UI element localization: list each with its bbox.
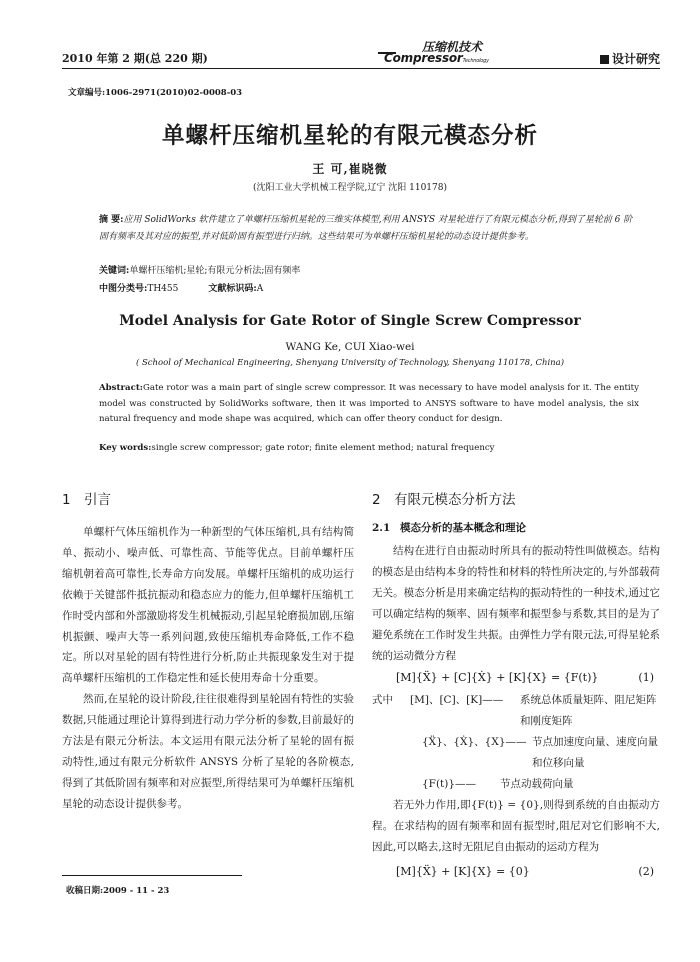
section-2-paragraph-2: 若无外力作用,即{F(t)} = {0},则得到系统的自由振动方程。在求结构的固有频率和固有振型时,阻尼对它们影响不大,因此,可以略去,这时无阻尼自由振动的运动方程为 (372, 799, 660, 854)
def-load-desc: 节点动载荷向量 (500, 778, 574, 791)
section-1-heading: 1 引言 (62, 492, 111, 508)
affiliation-english: ( School of Mechanical Engineering, Shenyang University of Technology, Shenyang 110178, China) (135, 358, 565, 368)
logo-en: CompressorTechnology (384, 51, 489, 65)
left-column (62, 488, 354, 815)
def-load-symbol: {F(t)}—— (422, 778, 477, 791)
running-header (62, 40, 660, 76)
keywords-en-text: single screw compressor; gate rotor; finite element method; natural frequency (151, 443, 495, 453)
keywords-chinese (99, 264, 639, 278)
logo-cn: 压缩机技术 (422, 40, 483, 54)
equation-2-body: [M]{Ẍ} + [K]{X} = {0} (396, 865, 530, 879)
journal-logo (378, 38, 496, 68)
section-2-paragraph: 结构在进行自由振动时所具有的振动特性叫做模态。结构的模态是由结构本身的特性和材料的特性所决定的,与外部载荷无关。模态分析是用来确定结构的振动特性的一种技术,通过它可以确定结构的频率、固有频率和振型参与系数,其目的是为了避免系统在工作时发生共振。由弹性力学有限元法,可得星轮系统的运动微分方程 (372, 545, 660, 662)
issue-info: 2010 年第 2 期(总 220 期) (62, 52, 208, 65)
def-matrices-symbol: [M]、[C]、[K]—— (410, 694, 504, 707)
section-1-paragraph: 单螺杆气体压缩机作为一种新型的气体压缩机,具有结构简单、振动小、噪声低、可靠性高、节能等优点。目前单螺杆压缩机朝着高可靠性,长寿命方向发展。单螺杆压缩机的成功运行依赖于关键部件抵抗振动和稳态应力的能力,但单螺杆压缩机工作时受内部和外部激励将发生机械振动,引起星轮磨损加剧,压缩机振颤、噪声大等一系列问题,致使压缩机寿命降低,工作不稳定。所以对星轮的固有特性进行分析,防止共振现象发生对于提高单螺杆压缩机的工作稳定性和延长使用寿命十分重要。 (62, 526, 354, 685)
affiliation-chinese: (沈阳工业大学机械工程学院,辽宁 沈阳 110178) (253, 183, 447, 193)
keywords-cn-text: 单螺杆压缩机;星轮;有限元分析法;固有频率 (129, 266, 301, 276)
footnote-rule (62, 875, 242, 876)
equation-1-body: [M]{Ẍ} + [C]{Ẋ} + [K]{X} = {F(t)} (396, 671, 599, 685)
keywords-cn-label: 关键词: (99, 266, 130, 276)
right-column (372, 488, 660, 884)
where-label: 式中 (372, 694, 393, 707)
equation-definitions (372, 690, 660, 732)
equation-definitions-3 (372, 774, 660, 795)
abstract-cn-text: 应用 SolidWorks 软件建立了单螺杆压缩机星轮的三维实体模型,利用 ANSYS 对星轮进行了有限元模态分析,得到了星轮前 6 阶固有频率及其对应的振型,并对低阶固有振型进行归纳。这些结果可为单螺杆压缩机星轮的动态设计提供参考。 (99, 215, 633, 242)
classification-chinese: 中图分类号:TH455 文献标识码:A (99, 284, 264, 294)
title-chinese: 单螺杆压缩机星轮的有限元模态分析 (161, 123, 538, 149)
received-date: 收稿日期:2009 - 11 - 23 (66, 886, 170, 896)
equation-1-number: (1) (638, 671, 654, 685)
keywords-en-label: Key words: (99, 443, 152, 453)
article-number: 文章编号:1006-2971(2010)02-0008-03 (68, 88, 243, 98)
equation-2 (372, 862, 660, 882)
abstract-chinese (99, 212, 639, 245)
equation-definitions-2 (372, 732, 660, 774)
abstract-en-label: Abstract: (99, 383, 143, 393)
clc-code: TH455 (147, 284, 179, 294)
abstract-en-text: Gate rotor was a main part of single screw compressor. It was necessary to have model analysis for it. The entity model was constructed by SolidWorks software, then it was imported to ANSYS software to have model analysis, the six natural frequency and mode shape was acquired, which can offer theory conduct for design. (99, 383, 639, 424)
authors-english: WANG Ke, CUI Xiao-wei (285, 341, 415, 353)
square-icon (600, 55, 609, 64)
authors-chinese: 王 可,崔晓微 (312, 162, 388, 176)
section-1-paragraph: 然而,在星轮的设计阶段,往往很难得到星轮固有特性的实验数据,只能通过理论计算得到进行动力学分析的参数,目前最好的方法是有限元分析法。本文运用有限元法分析了星轮的固有振动特性,通过有限元分析软件 ANSYS 分析了星轮的各阶模态,得到了其低阶固有频率和对应振型,所得结果可为单螺杆压缩机星轮的动态设计提供参考。 (62, 693, 354, 810)
def-matrices-desc: 系统总体质量矩阵、阻尼矩阵和刚度矩阵 (520, 694, 657, 728)
subsection-2-1-heading: 2.1 模态分析的基本概念和理论 (372, 522, 526, 534)
keywords-english (99, 443, 639, 453)
section-name: 设计研究 (600, 50, 660, 67)
def-vectors-desc: 节点加速度向量、速度向量和位移向量 (532, 736, 658, 770)
logo-en-sub: Technology (462, 58, 489, 64)
title-english: Model Analysis for Gate Rotor of Single Screw Compressor (119, 313, 581, 329)
section-2-heading: 2 有限元模态分析方法 (372, 492, 516, 508)
equation-1 (372, 668, 660, 688)
abstract-cn-label: 摘 要: (99, 215, 124, 225)
header-rule (62, 68, 660, 69)
abstract-english (99, 381, 639, 428)
equation-2-number: (2) (638, 865, 654, 879)
def-vectors-symbol: {Ẍ}、{Ẋ}、{X}—— (422, 736, 527, 749)
doc-code: A (256, 284, 264, 294)
